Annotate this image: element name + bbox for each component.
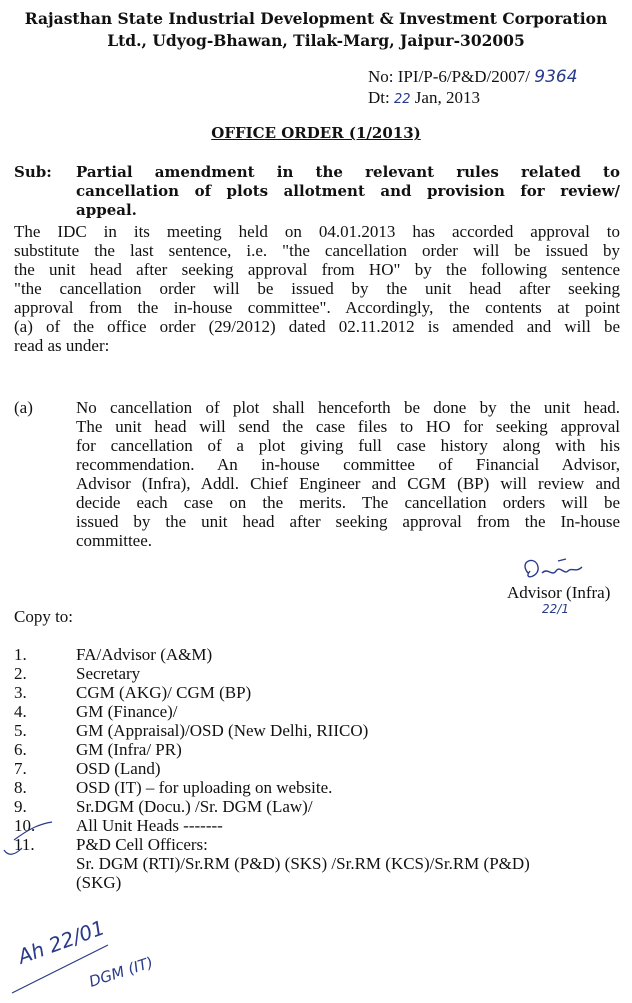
text-line: recommendation. An in-house committee of Financial Advisor, [76, 455, 620, 474]
signatory-designation: Advisor (Infra) [507, 583, 611, 602]
item-number: 6. [14, 740, 27, 759]
text-line: No cancellation of plot shall henceforth be done by the unit head. [76, 398, 620, 417]
text-line: the unit head after seeking approval from HO" by the following sentence [14, 260, 620, 279]
item-text: All Unit Heads ------- [76, 816, 223, 835]
text-line: Advisor (Infra), Addl. Chief Engineer and CGM (BP) will review and [76, 474, 620, 493]
item-number: 3. [14, 683, 27, 702]
text-line: The unit head will send the case files to HO for seeking approval [76, 417, 620, 436]
document-title: OFFICE ORDER (1/2013) [211, 124, 421, 142]
tick-mark-icon [0, 800, 60, 860]
signature-date: 22/1 [542, 602, 569, 616]
item-text: OSD (Land) [76, 759, 161, 778]
reference-number [368, 67, 578, 87]
copy-to-label: Copy to: [14, 607, 74, 626]
item-number: 11. [14, 835, 35, 854]
reference-date [368, 88, 480, 108]
item-number: 10. [14, 816, 36, 835]
item-number: 7. [14, 759, 27, 778]
item-text: Secretary [76, 664, 141, 683]
item-text: FA/Advisor (A&M) [76, 645, 213, 664]
item-number: 9. [14, 797, 27, 816]
item-text: GM (Finance)/ [76, 702, 178, 721]
text-line: (a) of the office order (29/2012) dated 02.11.2012 is amended and will be [14, 317, 620, 336]
annotation-forward: DGM (IT) [86, 953, 156, 991]
org-address: Ltd., Udyog-Bhawan, Tilak-Marg, Jaipur-302005 [107, 31, 525, 50]
date-handwritten: 22 [393, 92, 411, 107]
text-line: for cancellation of a plot giving full case history along with his [76, 436, 620, 455]
ref-no-handwritten: 9364 [534, 67, 578, 87]
subject-line: Partial amendment in the relevant rules related to [76, 163, 620, 181]
item11-line: (SKG) [76, 873, 122, 892]
item-text: P&D Cell Officers: [76, 835, 208, 854]
handwritten-annotation [8, 915, 208, 995]
text-line: "the cancellation order will be issued by the unit head after seeking [14, 279, 620, 298]
text-line: The IDC in its meeting held on 04.01.2013 has accorded approval to [14, 222, 620, 241]
item-number: 1. [14, 645, 27, 664]
item-number: 2. [14, 664, 27, 683]
org-name: Rajasthan State Industrial Development & Investment Corporation [24, 9, 608, 28]
body-paragraph [14, 222, 620, 355]
item-text: CGM (AKG)/ CGM (BP) [76, 683, 252, 702]
text-line: approval from the in-house committee". Accordingly, the contents at point [14, 298, 620, 317]
ref-no-label: No: IPI/P-6/P&D/2007/ [368, 67, 530, 86]
item11-line: Sr. DGM (RTI)/Sr.RM (P&D) (SKS) /Sr.RM (KCS)/Sr.RM (P&D) [76, 854, 530, 873]
subject-text [76, 163, 620, 220]
item-number: 5. [14, 721, 27, 740]
text-line: read as under: [14, 336, 110, 355]
text-line: issued by the unit head after seeking approval from the In-house [76, 512, 620, 531]
date-label: Dt: [368, 88, 390, 107]
text-line: decide each case on the merits. The cancellation orders will be [76, 493, 620, 512]
item-number: 4. [14, 702, 27, 721]
subject-label: Sub: [14, 163, 52, 181]
item-text: Sr.DGM (Docu.) /Sr. DGM (Law)/ [76, 797, 313, 816]
clause-label: (a) [14, 398, 33, 417]
subject-line: appeal. [76, 201, 137, 219]
text-line: committee. [76, 531, 153, 550]
item-number: 8. [14, 778, 27, 797]
item-text: OSD (IT) – for uploading on website. [76, 778, 333, 797]
item11-details [76, 854, 530, 892]
subject-line: cancellation of plots allotment and provision for review/ [76, 182, 620, 200]
clause-text [76, 398, 620, 550]
item-text: GM (Appraisal)/OSD (New Delhi, RIICO) [76, 721, 369, 740]
item-text: GM (Infra/ PR) [76, 740, 182, 759]
date-rest: Jan, 2013 [414, 88, 480, 107]
annotation-initials: Ah 22/01 [14, 915, 108, 969]
text-line: substitute the last sentence, i.e. "the cancellation order will be issued by [14, 241, 620, 260]
